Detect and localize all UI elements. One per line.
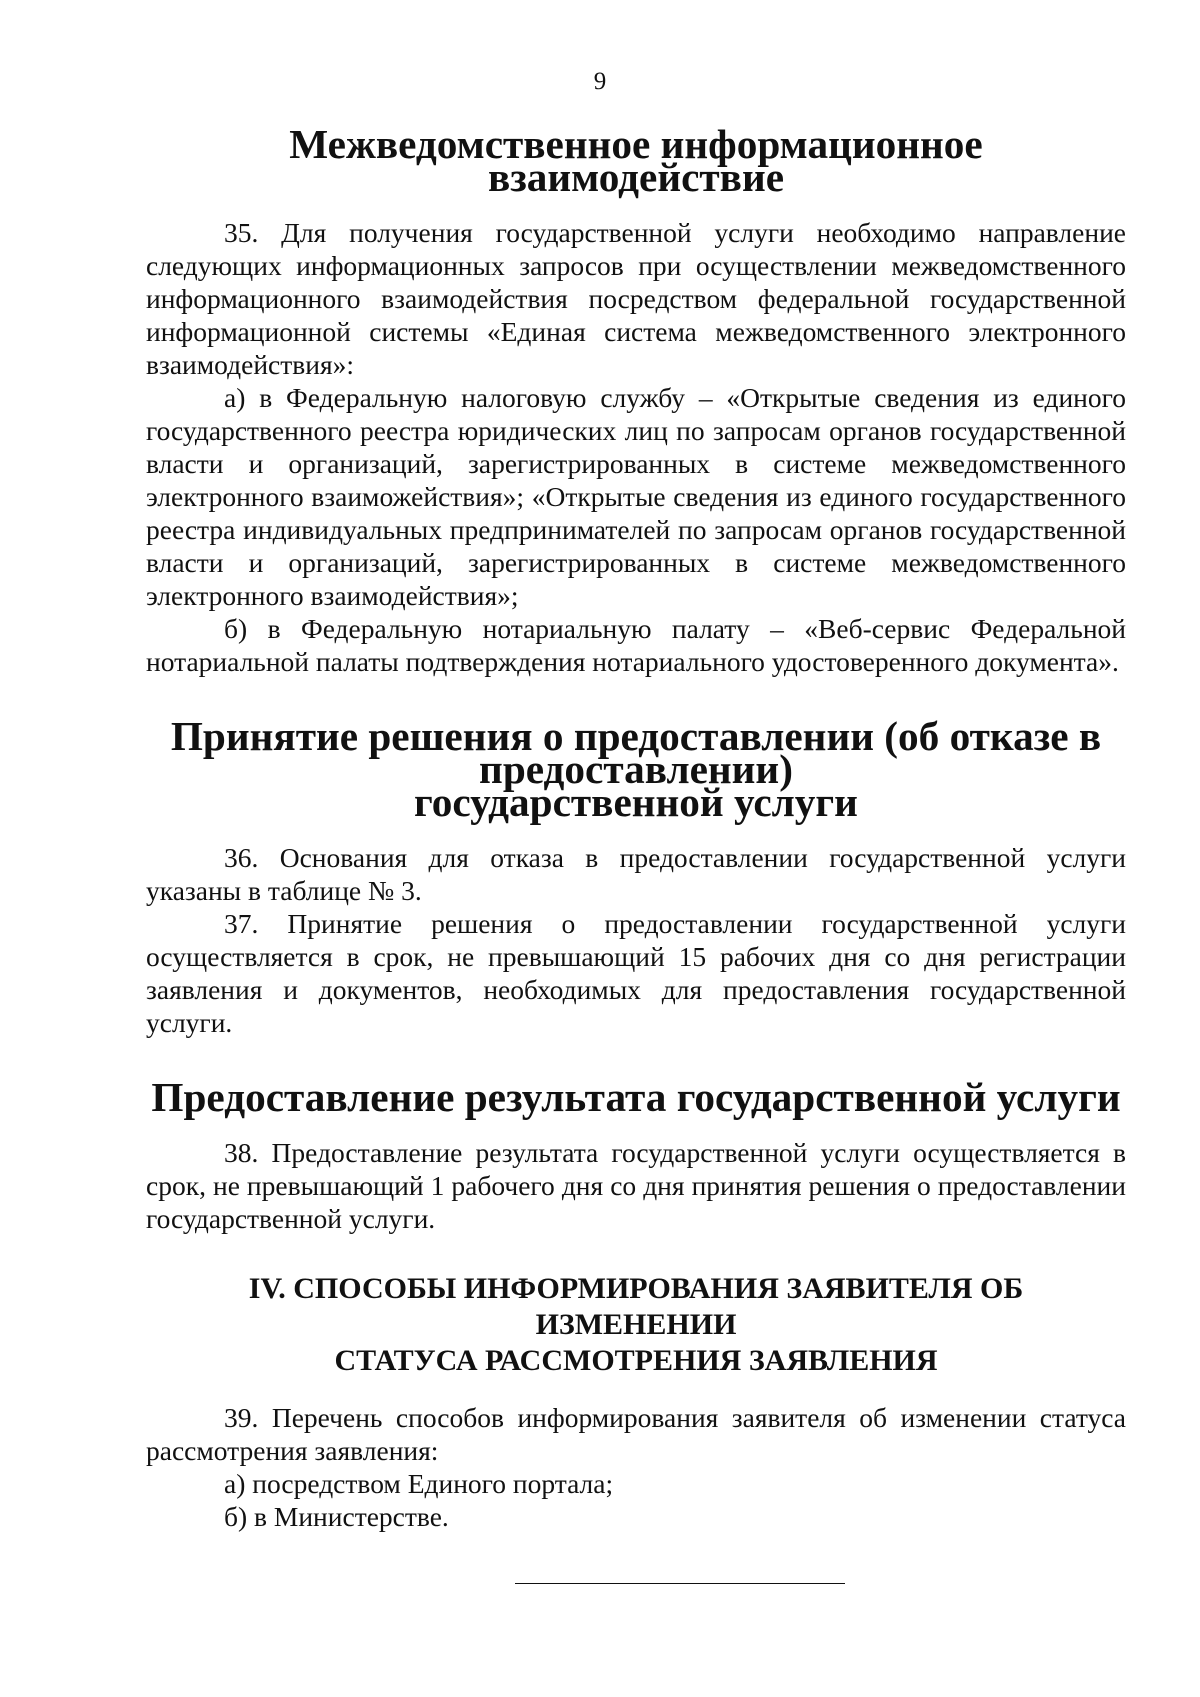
document-body: [146, 121, 1126, 1533]
section-decision: [146, 713, 1126, 1039]
section-interagency: [146, 121, 1126, 678]
section-heading-line-2: государственной услуги: [414, 779, 858, 825]
chapter-informing: [146, 1271, 1126, 1533]
section-heading: Предоставление результата государственной услуги: [151, 1074, 1121, 1120]
paragraph-35: 35. Для получения государственной услуги необходимо направление следующих информационных запросов при осуществлении межведомственного информационного взаимодействия посредством федеральной государственной информационной системы «Единая система межведомственного электронного взаимодействия»:: [146, 217, 1126, 380]
paragraph-35-a: а) в Федеральную налоговую службу – «Открытые сведения из единого государственного реестра юридических лиц по запросам органов государственной власти и организаций, зарегистрированных в системе межведомственного электронного взаиможействия»; «Открытые сведения из единого государственного реестра индивидуальных предпринимателей по запросам органов государственной власти и организаций, зарегистрированных в системе межведомственного электронного взаимодействия»;: [146, 382, 1126, 611]
page-number: 9: [593, 68, 607, 95]
section-heading: Межведомственное информационное взаимодействие: [289, 121, 983, 200]
paragraph-38: 38. Предоставление результата государственной услуги осуществляется в срок, не превышающий 1 рабочего дня со дня принятия решения о предоставлении государственной услуги.: [146, 1137, 1126, 1234]
paragraph-39-a: а) посредством Единого портала;: [224, 1468, 614, 1499]
paragraph-39-b: б) в Министерстве.: [224, 1501, 449, 1532]
chapter-heading-line-1: IV. СПОСОБЫ ИНФОРМИРОВАНИЯ ЗАЯВИТЕЛЯ ОБ ИЗМЕНЕНИИ: [248, 1272, 1024, 1341]
paragraph-39: 39. Перечень способов информирования заявителя об изменении статуса рассмотрения заявления:: [146, 1402, 1126, 1466]
chapter-heading-line-2: СТАТУСА РАССМОТРЕНИЯ ЗАЯВЛЕНИЯ: [334, 1344, 938, 1377]
section-heading-line-1: Принятие решения о предоставлении (об отказе в предоставлении): [170, 713, 1102, 792]
paragraph-37: 37. Принятие решения о предоставлении государственной услуги осуществляется в срок, не превышающий 15 рабочих дня со дня регистрации заявления и документов, необходимых для предоставления государственной услуги.: [146, 908, 1126, 1038]
paragraph-35-b: б) в Федеральную нотариальную палату – «Веб-сервис Федеральной нотариальной палаты подтверждения нотариального удостоверенного документа».: [146, 613, 1126, 677]
section-result: [146, 1074, 1126, 1235]
end-separator-line: [515, 1583, 845, 1584]
paragraph-36: 36. Основания для отказа в предоставлении государственной услуги указаны в таблице № 3.: [146, 842, 1126, 906]
